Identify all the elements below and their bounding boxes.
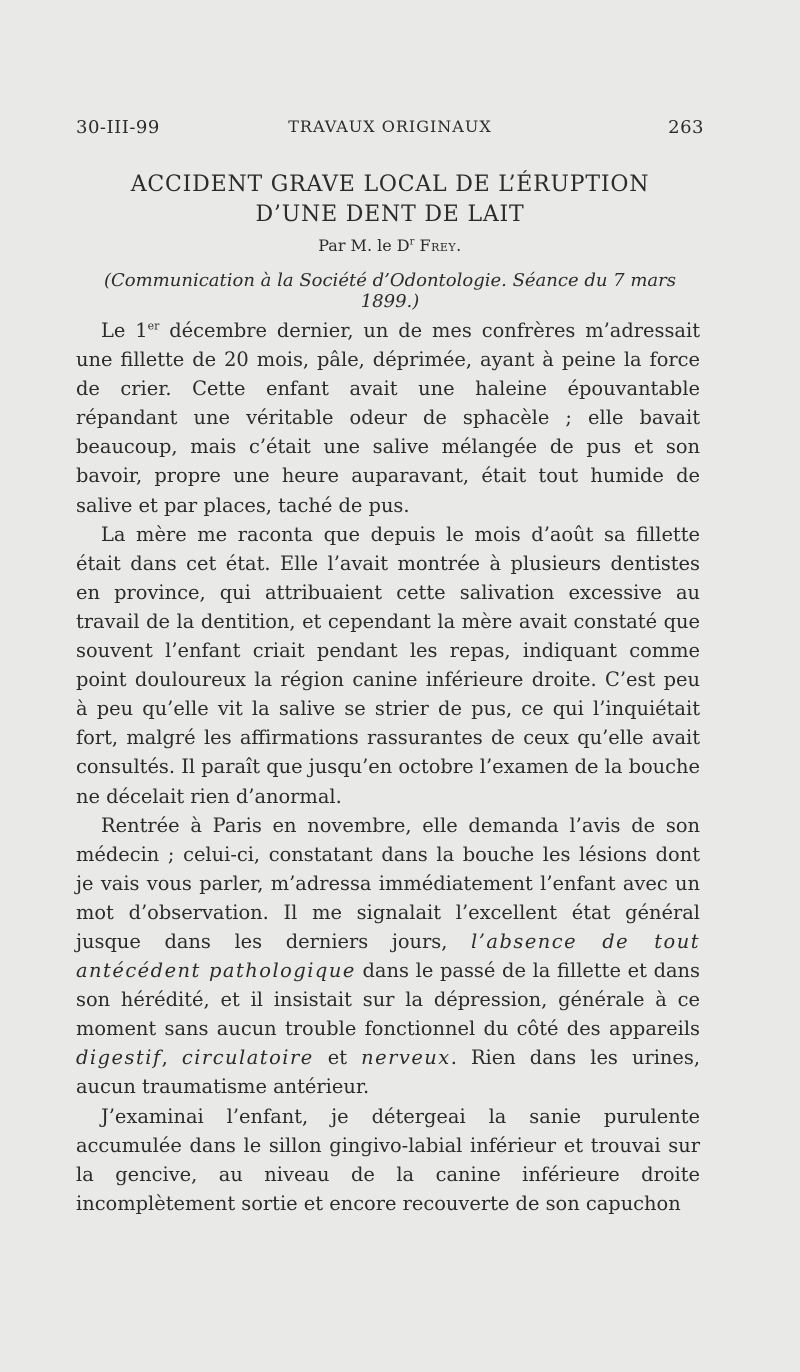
byline: [76, 236, 704, 255]
paragraph-4: J’examinai l’enfant, je détergeai la sanie purulente accumulée dans le sillon gingivo-labial inférieur et trouvai sur la gencive, au niveau de la canine inférieure droite incomplètement sortie et encore recouverte de son capuchon: [76, 1104, 700, 1215]
page-number: 263: [668, 117, 704, 138]
byline-sup: r: [409, 236, 415, 248]
p3-a: Rentrée à Paris en novembre, elle demanda l’avis de son médecin ; celui-ci, constatant dans la bouche les lésions dont je vais vous parler, m’adressa immédiatement l’enfant avec un mot d’observation. Il me signalait l’excellent état général jusque dans les derniers jours,: [76, 813, 700, 953]
title-line-1: ACCIDENT GRAVE LOCAL DE L’ÉRUPTION: [130, 172, 650, 197]
p1-sup: er: [147, 319, 160, 333]
paragraph-1: [76, 316, 700, 520]
p3-emphasis-3: circulatoire: [181, 1046, 314, 1070]
article-title: [76, 170, 704, 230]
section-title: TRAVAUX ORIGINAUX: [288, 117, 492, 136]
article-body: [76, 316, 700, 1218]
p3-emphasis-4: nerveux: [361, 1046, 451, 1070]
communication-note: (Communication à la Société d’Odontologie. Séance du 7 mars 1899.): [103, 270, 676, 312]
author-name: Frey.: [419, 236, 462, 255]
byline-prefix: Par M. le D: [318, 236, 410, 255]
p3-b: dans le passé de la fillette et dans son hérédité, et il insistait sur la dépression, générale à ce moment sans aucun trouble fonctionnel du côté des appareils: [76, 959, 701, 1041]
issue-date: 30-III-99: [76, 117, 160, 138]
paragraph-3: [76, 811, 700, 1102]
p1-rest: décembre dernier, un de mes confrères m’adressait une fillette de 20 mois, pâle, déprimée, ayant à peine la force de crier. Cette enfant avait une haleine épouvantable répandant une véritable odeur de sphacèle ; elle bavait beaucoup, mais c’était une salive mélangée de pus et son bavoir, propre une heure auparavant, était tout humide de salive et par places, taché de pus.: [76, 319, 700, 517]
p3-c: ,: [161, 1046, 182, 1070]
title-line-2: D’UNE DENT DE LAIT: [255, 202, 525, 227]
paragraph-2: La mère me raconta que depuis le mois d’août sa fillette était dans cet état. Elle l’avait montrée à plusieurs dentistes en province, qui attribuaient cette salivation excessive au travail de la dentition, et cependant la mère avait constaté que souvent l’enfant criait pendant les repas, indiquant comme point douloureux la région canine inférieure droite. C’est peu à peu qu’elle vit la salive se strier de pus, ce qui l’inquiétait fort, malgré les affirmations rassurantes de ceux qu’elle avait consultés. Il paraît que jusqu’en octobre l’examen de la bouche ne décelait rien d’anormal.: [76, 522, 700, 808]
p1-start: Le 1: [101, 319, 148, 342]
p3-emphasis-1: l’absence de tout antécédent pathologique: [76, 929, 700, 983]
running-head: [76, 117, 704, 147]
p3-e: . Rien dans les urines, aucun traumatisme antérieur.: [76, 1046, 700, 1099]
p3-emphasis-2: digestif: [76, 1046, 162, 1070]
p3-d: et: [313, 1046, 362, 1070]
